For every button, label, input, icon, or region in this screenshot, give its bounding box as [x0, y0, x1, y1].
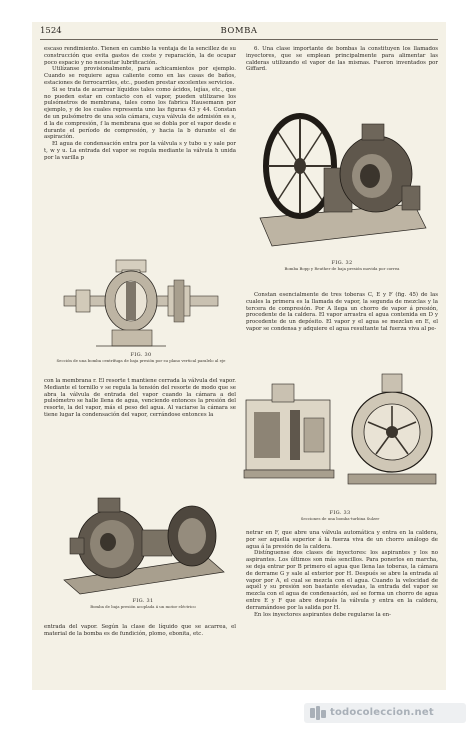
right-column-top	[246, 46, 438, 73]
right-column-bottom	[246, 530, 438, 618]
figure-30	[56, 256, 226, 363]
figure-label: FIG. 33	[329, 510, 351, 516]
page-number: 1524	[40, 26, 62, 36]
left-column-mid	[44, 378, 236, 419]
left-column-bottom	[44, 624, 236, 638]
paragraph: con la membrana r. El resorte t mantiene cerrada la válvula del vapor. Mediante el tornillo v se regula la tensión del resorte de modo que se abra la válvula de entrada del vapor cuando la cámara a del pulsómetro se halle llena de agua, venciendo entonces la presión del resorte, la del vapor, más el peso del agua. Al vaciarse la cámara se tiene lugar la condensación del vapor, cerrándose entonces la	[44, 378, 236, 418]
watermark-text: todocoleccion.net	[330, 707, 434, 718]
watermark	[304, 703, 466, 723]
figure-33	[242, 370, 438, 521]
left-column-top	[44, 46, 236, 162]
todocoleccion-logo-icon	[310, 706, 326, 720]
paragraph: El agua de condensación entra por la válvula s y tubo u y sale por t, w y u. La entrada del vapor se regula mediante la válvula h unida por la varilla p	[44, 141, 236, 161]
paragraph: netrar en F, que abre una válvula automática y entra en la caldera, por ser aquella superior á la fuerza viva de un chorro análogo de agua á la presión de la caldera.	[246, 530, 438, 550]
page-header	[32, 26, 446, 40]
page-title: BOMBA	[220, 26, 258, 36]
figure-31	[58, 484, 228, 609]
turbine-pump-sections-drawing	[242, 370, 438, 510]
figure-caption: Bomba de baja presión acoplada á un motor eléctrico	[90, 604, 196, 609]
figure-label: FIG. 30	[130, 352, 152, 358]
header-rule	[40, 39, 438, 40]
paragraph: Utilízanse provisionalmente, para achicamientos por ejemplo. Cuando se requiere agua caliente como en las casas de baños, estaciones de ferrocarriles, etc., pueden prestar excelentes servicios.	[44, 66, 236, 86]
paragraph: entrada del vapor. Según la clase de líquido que se acarrea, el material de la bomba es de fundición, plomo, ebonita, etc.	[44, 624, 236, 637]
centrifugal-pump-section-drawing	[56, 256, 226, 352]
paragraph: Distínguense dos clases de inyectores: los aspirantes y los no aspirantes. Los últimos son más sencillos. Para ponerlos en marcha, se deja entrar por B primero el agua que llena las toberas, la cámara de derrame G y sale al exterior por H. Después se abre la entrada al vapor por A, el cual se mezcla con el agua. Cuando la velocidad de aquél y su presión son bastante elevadas, la entrada del vapor se mezcla con el agua de condensación, así se forma un chorro de agua entre E y F que abre después la válvula y entra en la caldera, derramándose por la salida por H.	[246, 550, 438, 611]
figure-caption: Sección de una bomba centrífuga de baja presión por su plano vertical paralelo al eje	[56, 358, 226, 363]
paragraph: Constan esencialmente de tres toberas C, E y F (fig. 45) de las cuales la primera es la llamada de vapor, la segunda de mezclas y la tercera de compresión. Por A llega un chorro de vapor á presión, procedente de la caldera. El vapor arrastra el agua contenida en D y procedente de un depósito. El vapor y el agua se mezclan en E, el vapor se condensa y adquiere el agua resultante tal fuerza viva al pe-	[246, 292, 438, 332]
figure-caption: Secciones de una bomba-turbina Sulzer	[300, 516, 380, 521]
paragraph: 6. Una clase importante de bombas la constituyen los llamados inyectores, que se emplean principalmente para alimentar las calderas utilizando el vapor de las mismas. Fueron inventados por Giffard.	[246, 46, 438, 73]
figure-32	[254, 94, 430, 271]
right-column-mid	[246, 292, 438, 333]
figure-caption: Bomba Bopp y Reuther de baja presión movida por correa	[284, 266, 400, 271]
paragraph: En los inyectores aspirantes debe regularse la en-	[254, 611, 391, 618]
paragraph: escaso rendimiento. Tienen en cambio la ventaja de la sencillez de su construcción que evita gastos de coste y reparación, la de ocupar poco espacio y no necesitar lubrificación.	[44, 46, 236, 66]
pump-with-electric-motor-drawing	[58, 484, 228, 598]
book-page	[32, 22, 446, 690]
paragraph: Si se trata de acarrear líquidos tales como ácidos, lejías, etc., que no pueden estar en contacto con el vapor, pueden utilizarse los pulsómetros de membrana, tales como los fabrica Hausemann por ejemplo, y de los cuales representa uno las figuras 43 y 44. Constan de un pulsómetro de una sola cámara, cuya válvula de admisión es s, d la de compresión, f la membrana que se dobla por el vapor desde e durante el período de compresión, y hacia la b durante el de aspiración.	[44, 86, 236, 141]
belt-driven-pump-drawing	[254, 94, 430, 260]
figure-label: FIG. 32	[331, 260, 353, 266]
figure-label: FIG. 31	[132, 598, 154, 604]
